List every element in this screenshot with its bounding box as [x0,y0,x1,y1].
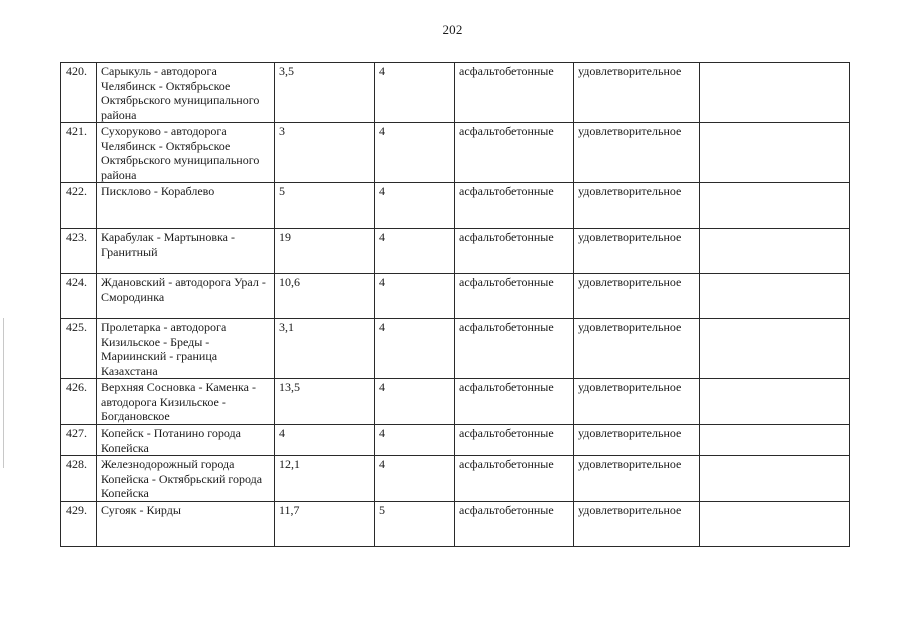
road-condition: удовлетворительное [574,229,700,274]
row-number: 426. [61,379,97,425]
road-category: 4 [375,425,455,456]
road-coverage: асфальтобетонные [455,274,574,319]
road-category: 4 [375,319,455,379]
road-length: 12,1 [275,456,375,502]
road-name: Карабулак - Мартыновка - Гранитный [97,229,275,274]
row-number: 421. [61,123,97,183]
road-name: Пролетарка - автодорога Кизильское - Бреды - Мариинский - граница Казахстана [97,319,275,379]
road-note [700,123,850,183]
table-row [61,319,850,379]
row-number: 429. [61,501,97,546]
road-name: Сарыкуль - автодорога Челябинск - Октябрьское Октябрьского муниципального района [97,63,275,123]
road-condition: удовлетворительное [574,319,700,379]
row-number: 423. [61,229,97,274]
road-category: 5 [375,501,455,546]
road-condition: удовлетворительное [574,183,700,229]
table-row [61,123,850,183]
row-number: 420. [61,63,97,123]
road-condition: удовлетворительное [574,63,700,123]
road-condition: удовлетворительное [574,123,700,183]
road-category: 4 [375,274,455,319]
road-length: 11,7 [275,501,375,546]
row-number: 424. [61,274,97,319]
road-length: 3 [275,123,375,183]
road-coverage: асфальтобетонные [455,319,574,379]
road-category: 4 [375,456,455,502]
road-note [700,274,850,319]
road-category: 4 [375,123,455,183]
road-coverage: асфальтобетонные [455,456,574,502]
road-note [700,229,850,274]
road-length: 3,1 [275,319,375,379]
road-category: 4 [375,183,455,229]
row-number: 427. [61,425,97,456]
road-coverage: асфальтобетонные [455,501,574,546]
road-category: 4 [375,229,455,274]
road-name: Сугояк - Кирды [97,501,275,546]
road-note [700,456,850,502]
road-coverage: асфальтобетонные [455,425,574,456]
road-name: Железнодорожный города Копейска - Октябрьский города Копейска [97,456,275,502]
road-name: Верхняя Сосновка - Каменка - автодорога Кизильское - Богдановское [97,379,275,425]
table-row [61,425,850,456]
road-condition: удовлетворительное [574,274,700,319]
road-note [700,501,850,546]
road-category: 4 [375,379,455,425]
road-condition: удовлетворительное [574,501,700,546]
road-note [700,319,850,379]
road-name: Копейск - Потанино города Копейска [97,425,275,456]
road-note [700,63,850,123]
road-length: 10,6 [275,274,375,319]
road-category: 4 [375,63,455,123]
table-row [61,501,850,546]
table-row [61,229,850,274]
road-length: 19 [275,229,375,274]
page-number: 202 [442,22,463,37]
road-name: Ждановский - автодорога Урал - Смородинка [97,274,275,319]
road-name: Сухоруково - автодорога Челябинск - Октябрьское Октябрьского муниципального района [97,123,275,183]
table-row [61,183,850,229]
row-number: 422. [61,183,97,229]
road-condition: удовлетворительное [574,425,700,456]
margin-scan-line [3,318,4,468]
road-length: 13,5 [275,379,375,425]
row-number: 428. [61,456,97,502]
road-condition: удовлетворительное [574,379,700,425]
road-coverage: асфальтобетонные [455,63,574,123]
road-length: 3,5 [275,63,375,123]
road-name: Писклово - Кораблево [97,183,275,229]
row-number: 425. [61,319,97,379]
road-coverage: асфальтобетонные [455,123,574,183]
road-note [700,183,850,229]
road-coverage: асфальтобетонные [455,229,574,274]
road-length: 4 [275,425,375,456]
road-condition: удовлетворительное [574,456,700,502]
table-row [61,274,850,319]
table-row [61,379,850,425]
road-coverage: асфальтобетонные [455,183,574,229]
road-length: 5 [275,183,375,229]
road-note [700,379,850,425]
roads-table [60,62,850,547]
table-row [61,456,850,502]
road-note [700,425,850,456]
road-coverage: асфальтобетонные [455,379,574,425]
table-row [61,63,850,123]
